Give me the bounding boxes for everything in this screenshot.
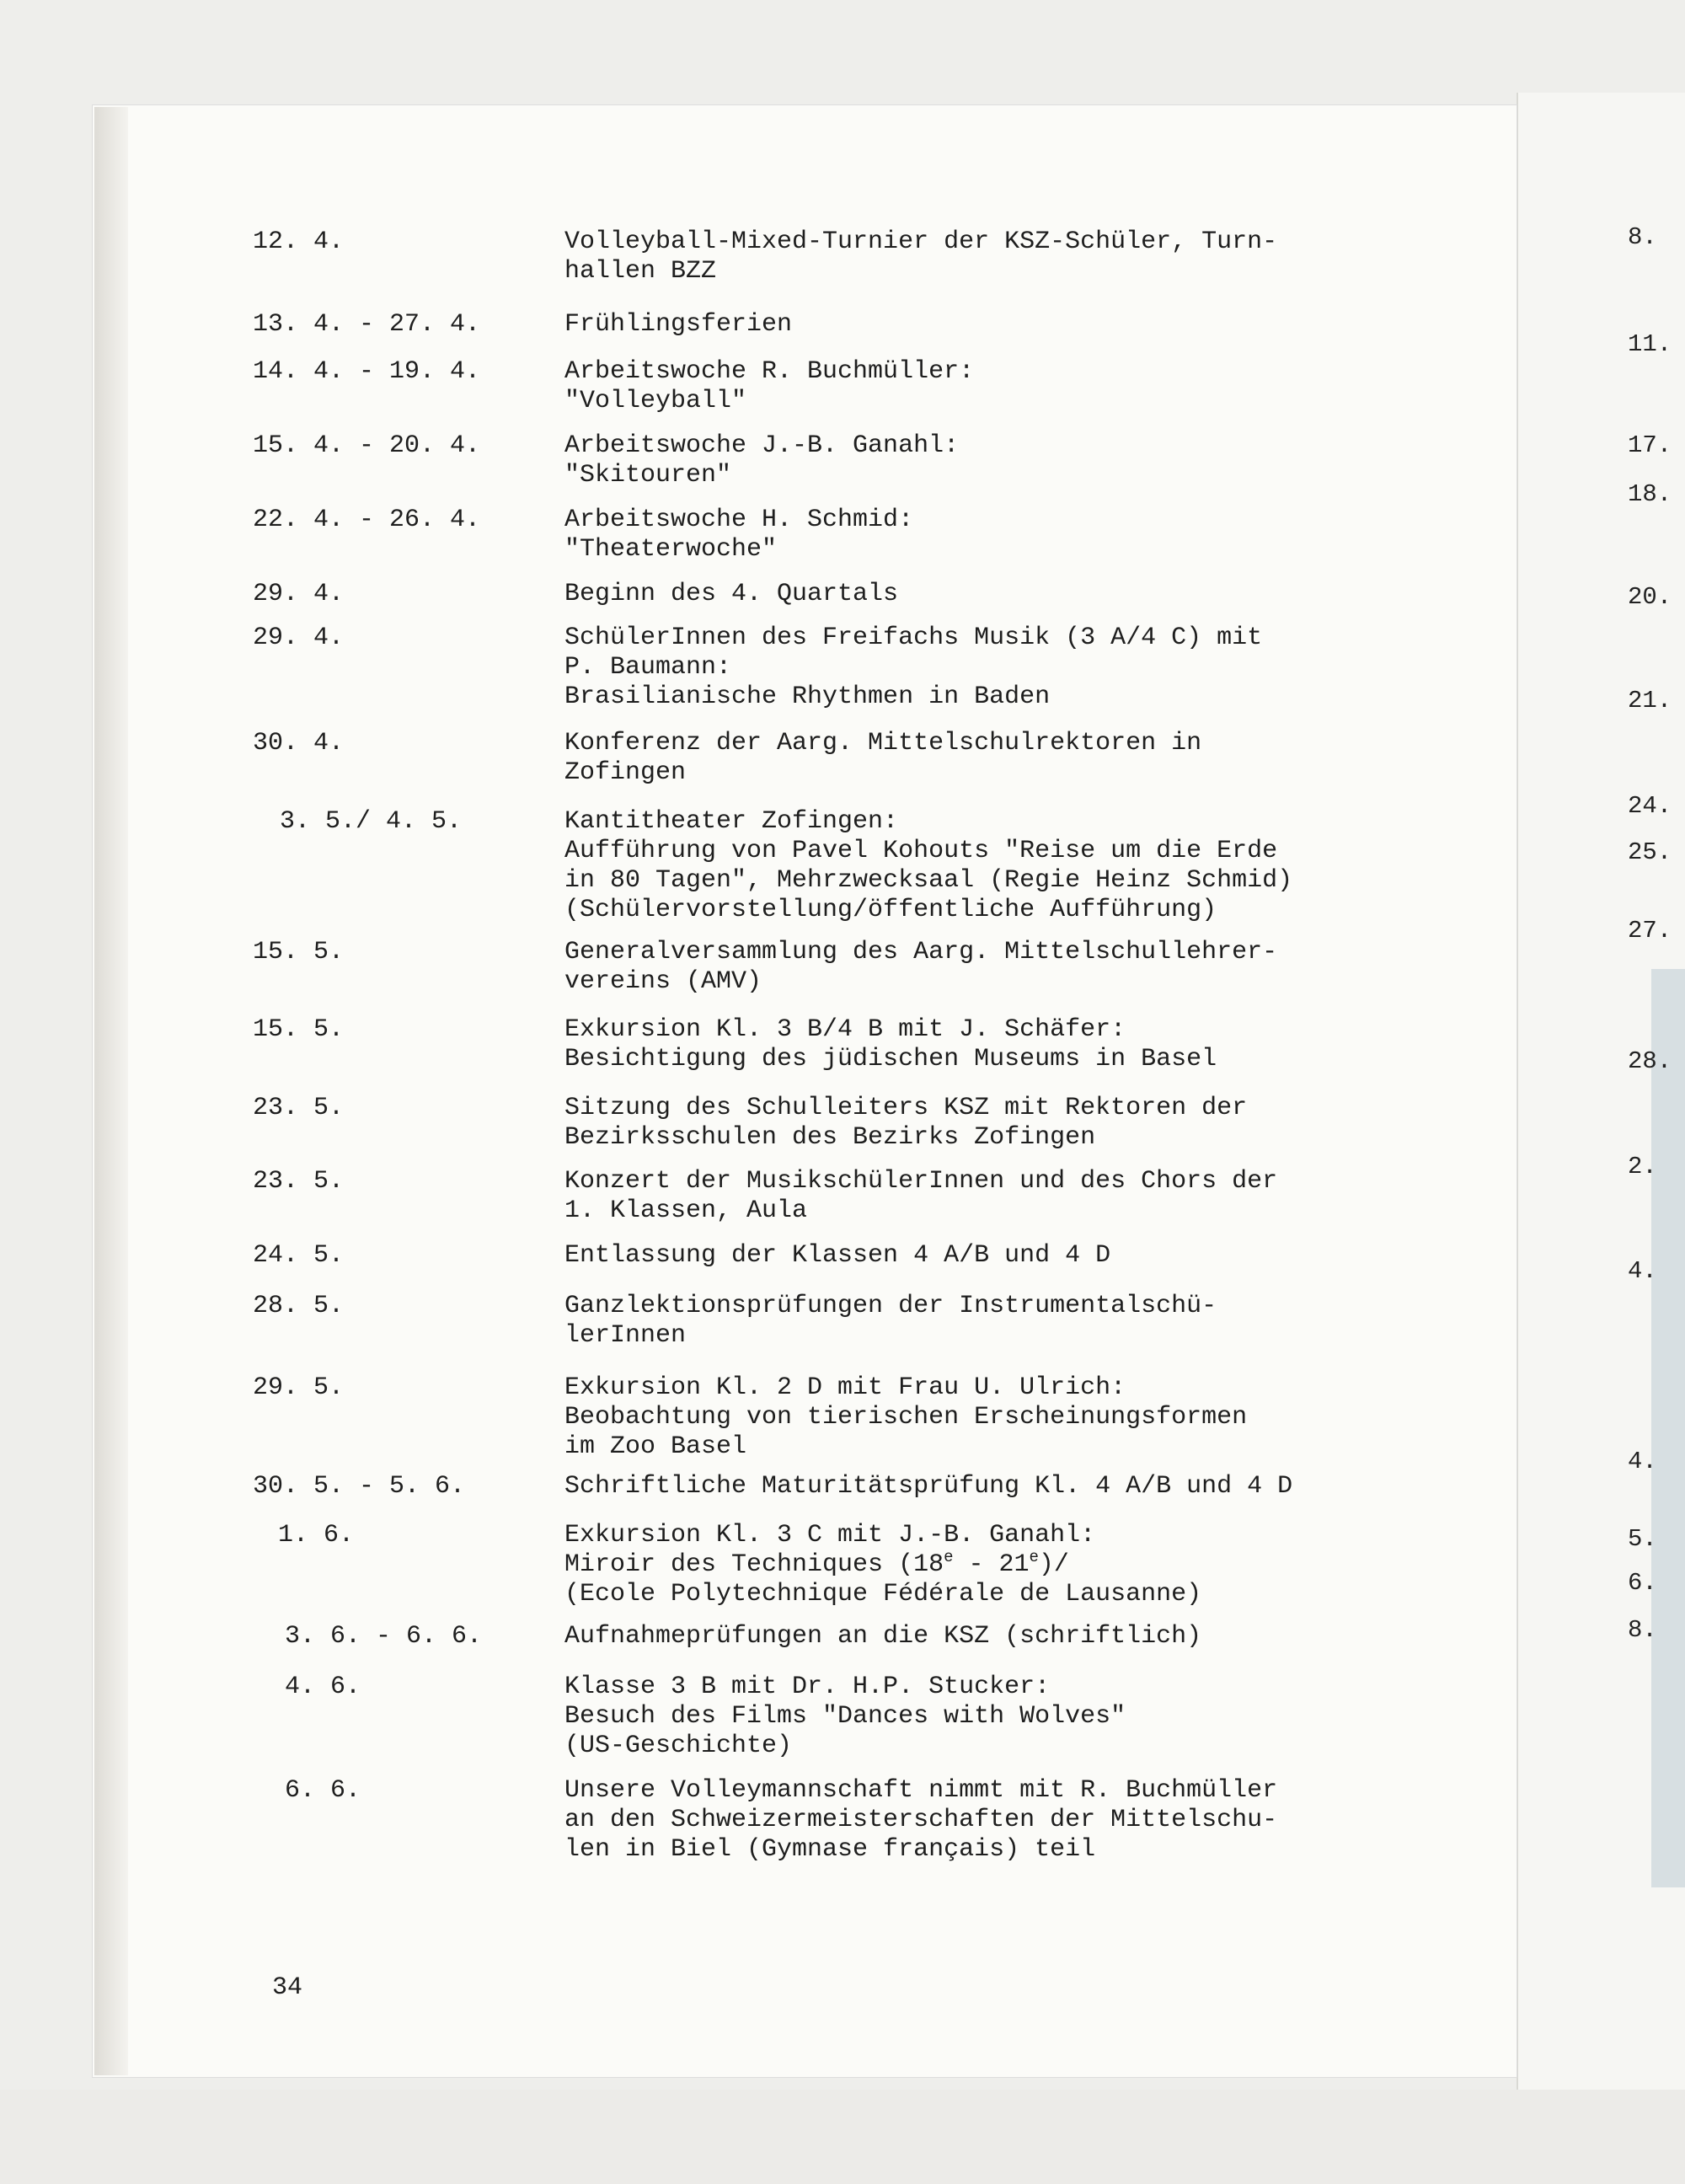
entry-date: 13. 4. - 27. 4. bbox=[253, 310, 481, 339]
entry-line: Konferenz der Aarg. Mittelschulrektoren in bbox=[564, 729, 1202, 757]
entry-line: Exkursion Kl. 2 D mit Frau U. Ulrich: bbox=[564, 1373, 1126, 1402]
entry-line: 1. Klassen, Aula bbox=[564, 1196, 808, 1225]
entry-date: 24. 5. bbox=[253, 1241, 345, 1270]
entry-date: 22. 4. - 26. 4. bbox=[253, 506, 481, 534]
entry-line: SchülerInnen des Freifachs Musik (3 A/4 C) mit bbox=[564, 624, 1263, 652]
entry-text bbox=[564, 1521, 1407, 1609]
entry-date: 29. 4. bbox=[253, 624, 345, 652]
entry-line: Arbeitswoche H. Schmid: bbox=[564, 506, 914, 534]
entry-line: "Theaterwoche" bbox=[564, 535, 778, 564]
entry-line: lerInnen bbox=[564, 1321, 687, 1350]
entry-line: (Ecole Polytechnique Fédérale de Lausanne) bbox=[564, 1580, 1202, 1609]
page-number: 34 bbox=[272, 1973, 303, 2002]
entry-text bbox=[564, 1373, 1407, 1462]
facing-page-shade bbox=[1651, 969, 1685, 1887]
entry-line: Frühlingsferien bbox=[564, 310, 793, 339]
facing-number: 27. bbox=[1628, 917, 1672, 945]
entry-text bbox=[564, 1015, 1407, 1074]
facing-number: 8. bbox=[1628, 223, 1657, 251]
entry-line: an den Schweizermeisterschaften der Mittelschu- bbox=[564, 1806, 1278, 1834]
facing-number: 20. bbox=[1628, 583, 1672, 611]
superscript-line-tail: )/ bbox=[1038, 1550, 1069, 1579]
entry-line: Besuch des Films "Dances with Wolves" bbox=[564, 1702, 1126, 1731]
entry-line: Sitzung des Schulleiters KSZ mit Rektoren der bbox=[564, 1094, 1248, 1122]
entry-line: Exkursion Kl. 3 C mit J.-B. Ganahl: bbox=[564, 1521, 1096, 1550]
scan-bottom-margin bbox=[0, 2090, 1685, 2184]
entry-line: Bezirksschulen des Bezirks Zofingen bbox=[564, 1123, 1096, 1152]
entry-text bbox=[564, 1776, 1407, 1865]
entry-line: Ganzlektionsprüfungen der Instrumentalschü- bbox=[564, 1292, 1217, 1320]
entry-line: Exkursion Kl. 3 B/4 B mit J. Schäfer: bbox=[564, 1015, 1126, 1044]
entry-line: Kantitheater Zofingen: bbox=[564, 807, 899, 836]
entry-line: Schriftliche Maturitätsprüfung Kl. 4 A/B und 4 D bbox=[564, 1472, 1293, 1501]
page-edge-shadow bbox=[94, 107, 128, 2075]
entry-line: Zofingen bbox=[564, 758, 687, 787]
facing-number: 18. bbox=[1628, 480, 1672, 508]
entry-line: Generalversammlung des Aarg. Mittelschullehrer- bbox=[564, 938, 1278, 966]
entry-line: "Skitouren" bbox=[564, 461, 732, 490]
entry-text bbox=[564, 729, 1407, 788]
superscript: e bbox=[1029, 1548, 1039, 1566]
entry-text bbox=[564, 1167, 1407, 1226]
facing-number: 24. bbox=[1628, 792, 1672, 820]
entry-date: 23. 5. bbox=[253, 1094, 345, 1122]
entry-line bbox=[564, 1550, 1407, 1580]
entry-line: Unsere Volleymannschaft nimmt mit R. Buchmüller bbox=[564, 1776, 1278, 1805]
entry-text bbox=[564, 1241, 1407, 1271]
entry-line: Aufführung von Pavel Kohouts "Reise um die Erde bbox=[564, 837, 1278, 865]
entry-line: in 80 Tagen", Mehrzwecksaal (Regie Heinz Schmid) bbox=[564, 866, 1293, 895]
entry-line: Konzert der MusikschülerInnen und des Chors der bbox=[564, 1167, 1278, 1196]
entry-text bbox=[564, 624, 1407, 712]
entry-line: Arbeitswoche R. Buchmüller: bbox=[564, 357, 975, 386]
entry-text bbox=[564, 1673, 1407, 1761]
entry-date: 3. 5./ 4. 5. bbox=[280, 807, 463, 836]
facing-number: 28. bbox=[1628, 1047, 1672, 1075]
superscript-line-mid: - 21 bbox=[953, 1550, 1030, 1579]
entry-date: 29. 5. bbox=[253, 1373, 345, 1402]
entry-text bbox=[564, 807, 1407, 925]
entry-line: Beginn des 4. Quartals bbox=[564, 580, 899, 608]
entry-line: Brasilianische Rhythmen in Baden bbox=[564, 682, 1051, 711]
entry-line: Besichtigung des jüdischen Museums in Basel bbox=[564, 1045, 1217, 1073]
entry-date: 1. 6. bbox=[278, 1521, 355, 1550]
entry-line: im Zoo Basel bbox=[564, 1432, 747, 1461]
entry-line: P. Baumann: bbox=[564, 653, 732, 682]
entry-text bbox=[564, 580, 1407, 609]
facing-number: 6. bbox=[1628, 1569, 1657, 1597]
entry-text bbox=[564, 431, 1407, 490]
entry-line: Klasse 3 B mit Dr. H.P. Stucker: bbox=[564, 1673, 1051, 1701]
superscript: e bbox=[944, 1548, 954, 1566]
entry-text bbox=[564, 938, 1407, 997]
entry-text bbox=[564, 1094, 1407, 1153]
entry-date: 15. 5. bbox=[253, 938, 345, 966]
entry-date: 30. 4. bbox=[253, 729, 345, 757]
entry-line: Beobachtung von tierischen Erscheinungsformen bbox=[564, 1403, 1248, 1432]
entry-date: 6. 6. bbox=[285, 1776, 361, 1805]
facing-number: 4. bbox=[1628, 1257, 1657, 1285]
entry-line: vereins (AMV) bbox=[564, 967, 762, 996]
entry-date: 15. 5. bbox=[253, 1015, 345, 1044]
entry-text bbox=[564, 310, 1407, 340]
entry-line: (Schülervorstellung/öffentliche Aufführung) bbox=[564, 896, 1217, 924]
entry-line: Aufnahmeprüfungen an die KSZ (schriftlich) bbox=[564, 1622, 1202, 1651]
entry-text bbox=[564, 1292, 1407, 1351]
entry-date: 4. 6. bbox=[285, 1673, 361, 1701]
entry-text bbox=[564, 1622, 1407, 1651]
facing-number: 5. bbox=[1628, 1525, 1657, 1553]
entry-line: Entlassung der Klassen 4 A/B und 4 D bbox=[564, 1241, 1111, 1270]
facing-number: 8. bbox=[1628, 1616, 1657, 1644]
entry-text bbox=[564, 228, 1407, 286]
facing-number: 4. bbox=[1628, 1448, 1657, 1475]
entry-line: (US-Geschichte) bbox=[564, 1732, 793, 1760]
facing-number: 17. bbox=[1628, 431, 1672, 459]
facing-number: 11. bbox=[1628, 330, 1672, 358]
entry-date: 12. 4. bbox=[253, 228, 345, 256]
entry-date: 28. 5. bbox=[253, 1292, 345, 1320]
entry-line: Arbeitswoche J.-B. Ganahl: bbox=[564, 431, 960, 460]
superscript-line: Miroir des Techniques (18 bbox=[564, 1550, 944, 1579]
entry-line: hallen BZZ bbox=[564, 257, 717, 286]
facing-number: 2. bbox=[1628, 1153, 1657, 1180]
entry-line: "Volleyball" bbox=[564, 387, 747, 415]
entry-line: Volleyball-Mixed-Turnier der KSZ-Schüler, Turn- bbox=[564, 228, 1278, 256]
entry-text bbox=[564, 506, 1407, 565]
entry-date: 30. 5. - 5. 6. bbox=[253, 1472, 466, 1501]
entry-date: 14. 4. - 19. 4. bbox=[253, 357, 481, 386]
entry-line: len in Biel (Gymnase français) teil bbox=[564, 1835, 1096, 1864]
entry-text bbox=[564, 1472, 1407, 1502]
entry-date: 15. 4. - 20. 4. bbox=[253, 431, 481, 460]
facing-number: 25. bbox=[1628, 838, 1672, 866]
entry-date: 23. 5. bbox=[253, 1167, 345, 1196]
facing-number: 21. bbox=[1628, 687, 1672, 715]
entry-date: 3. 6. - 6. 6. bbox=[285, 1622, 483, 1651]
entry-date: 29. 4. bbox=[253, 580, 345, 608]
entry-text bbox=[564, 357, 1407, 416]
